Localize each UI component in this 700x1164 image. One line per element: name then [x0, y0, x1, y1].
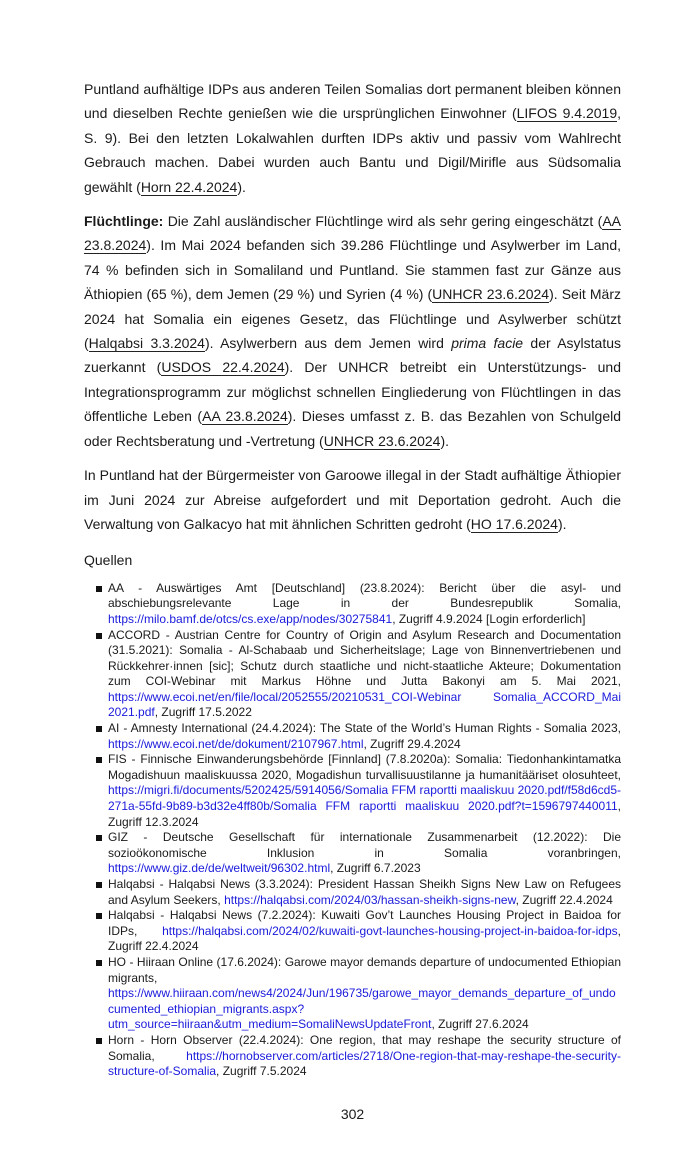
text-segment: ).	[237, 178, 246, 195]
citation-link[interactable]: Horn 22.4.2024	[140, 178, 238, 195]
text-segment: ). Dieses umfasst z. B. das Bezahlen von Schulgeld oder Rechtsberatung und -Vertretung (	[84, 408, 621, 449]
reference-text: AA - Auswärtiges Amt [Deutschland] (23.8.2024): Bericht über die asyl- und abschiebungsrelevante Lage in der Bundesrepublik Somalia,	[108, 580, 621, 611]
text-segment: In Puntland hat der Bürgermeister von Garoowe illegal in der Stadt aufhältige Äthiopier im Juni 2024 zur Abreise aufgefordert und mit Deportation gedroht. Auch die Verwaltung von Galkacyo hat mit ähnlichen Schritten gedroht (	[84, 467, 621, 532]
text-segment: ). Der UNHCR betreibt ein Unterstützungs- und Integrationsprogramm zur möglichst schnellen Eingliederung von Flüchtlingen in das öffentliche Leben (	[84, 359, 621, 425]
reference-url-link[interactable]: https://www.ecoi.net/de/dokument/2107967.html	[108, 736, 364, 751]
reference-text: , Zugriff 22.4.2024	[108, 923, 621, 954]
reference-text: AI - Amnesty International (24.4.2024): The State of the World’s Human Rights - Somalia 2023,	[108, 721, 621, 736]
text-segment: ). Im Mai 2024 befanden sich 39.286 Flüchtlinge und Asylwerber im Land, 74 % befinden sich in Somaliland und Puntland. Sie stammen fast zur Gänze aus Äthiopien (65 %), dem Jemen (29 %) und Syrien (4 %) (	[84, 237, 621, 303]
body-paragraphs	[84, 77, 621, 536]
reference-item	[96, 1033, 621, 1080]
citation-link[interactable]: AA 23.8.2024	[202, 408, 288, 425]
reference-url-link[interactable]: https://hornobserver.com/articles/2718/One-region-that-may-reshape-the-security-structure-of-Somalia	[108, 1048, 621, 1079]
text-segment: ). Asylwerbern aus dem Jemen wird	[204, 335, 452, 352]
reference-text: , Zugriff 17.5.2022	[154, 705, 252, 720]
reference-url-link[interactable]: https://milo.bamf.de/otcs/cs.exe/app/nodes/30275841	[108, 611, 393, 626]
reference-url-link[interactable]: https://halqabsi.com/2024/03/hassan-sheikh-signs-new	[224, 892, 516, 907]
citation-link[interactable]: HO 17.6.2024	[470, 515, 558, 532]
reference-item	[96, 581, 621, 628]
reference-item	[96, 830, 621, 877]
citation-link[interactable]: AA 23.8.2024	[84, 213, 621, 254]
text-segment: Die Zahl ausländischer Flüchtlinge wird als sehr gering eingeschätzt (	[163, 213, 603, 230]
reference-text: HO - Hiiraan Online (17.6.2024): Garowe mayor demands departure of undocumented Ethiopian migrants,	[108, 954, 621, 985]
reference-item	[96, 752, 621, 830]
italic-text: prima facie	[451, 335, 524, 352]
text-segment: Puntland aufhältige IDPs aus anderen Teilen Somalias dort permanent bleiben können und dieselben Rechte genießen wie die ursprünglichen Einwohner (	[84, 81, 621, 122]
reference-text: FIS - Finnische Einwanderungsbehörde [Finnland] (7.8.2020a): Somalia: Tiedonhankintamatka Mogadishuun maaliskuussa 2020, Mogadishun turvallisuustilanne ja humanitääriset olosuhteet,	[108, 752, 621, 782]
sources-heading: Quellen	[84, 552, 133, 569]
text-segment: ).	[440, 432, 449, 449]
reference-text: GIZ - Deutsche Gesellschaft für internationale Zusammenarbeit (12.2022): Die sozioökonomische Inklusion in Somalia voranbringen,	[108, 830, 621, 860]
reference-item	[96, 721, 621, 752]
reference-text: , Zugriff 22.4.2024	[515, 892, 613, 907]
document-body	[84, 77, 621, 581]
citation-link[interactable]: USDOS 22.4.2024	[161, 359, 285, 376]
body-paragraph	[84, 209, 621, 453]
reference-url-link[interactable]: https://www.ecoi.net/en/file/local/2052555/20210531_COI-Webinar Somalia_ACCORD_Mai 2021.pdf	[108, 689, 621, 720]
citation-link[interactable]: UNHCR 23.6.2024	[432, 286, 550, 303]
reference-item	[96, 908, 621, 955]
reference-text: , Zugriff 4.9.2024 [Login erforderlich]	[392, 611, 586, 626]
text-segment: ). Seit März 2024 hat Somalia ein eigenes Gesetz, das Flüchtlinge und Asylwerber schützt (	[84, 286, 621, 352]
reference-url-link[interactable]: https://migri.fi/documents/5202425/5914056/Somalia FFM raportti maaliskuu 2020.pdf/f58d6cd5-271a-55fd-9b89-b3d32e4ff80b/Somalia FFM raportti maaliskuu 2020.pdf?t=1596797440011	[108, 783, 621, 814]
reference-text: ACCORD - Austrian Centre for Country of Origin and Asylum Research and Documentation (31.5.2021): Somalia - Al-Schabaab und Sicherheitslage; Lage von Binnenvertriebenen und Rückkehrer·innen [sic]; Schutz durch staatliche und nicht-staatliche Akteure; Dokumentation zum COI-Webinar mit Markus Höhne und Jutta Bakonyi am 5. Mai 2021,	[108, 627, 621, 689]
reference-list	[96, 581, 621, 1080]
reference-text: , Zugriff 12.3.2024	[108, 799, 621, 829]
bold-label: Flüchtlinge:	[84, 213, 164, 230]
reference-url-link[interactable]: https://www.giz.de/de/weltweit/96302.html	[108, 861, 331, 876]
reference-text: Horn - Horn Observer (22.4.2024): One region, that may reshape the security structure of Somalia,	[108, 1032, 621, 1063]
reference-item	[96, 628, 621, 722]
reference-item	[96, 955, 621, 1033]
reference-url-link[interactable]: https://halqabsi.com/2024/02/kuwaiti-govt-launches-housing-project-in-baidoa-for-idps	[162, 923, 618, 938]
reference-text: , Zugriff 27.6.2024	[431, 1017, 529, 1032]
reference-text: Halqabsi - Halqabsi News (7.2.2024): Kuwaiti Gov’t Launches Housing Project in Baidoa for IDPs,	[108, 908, 621, 938]
reference-text: , Zugriff 6.7.2023	[330, 861, 421, 876]
reference-text: , Zugriff 7.5.2024	[216, 1064, 307, 1079]
text-segment: , S. 9). Bei den letzten Lokalwahlen durften IDPs aktiv und passiv vom Wahlrecht Gebrauch machen. Dabei wurden auch Bantu und Digil/Mirifle aus Südsomalia gewählt (	[84, 105, 621, 195]
reference-item	[96, 877, 621, 908]
reference-text: Halqabsi - Halqabsi News (3.3.2024): President Hassan Sheikh Signs New Law on Refugees and Asylum Seekers,	[108, 877, 621, 907]
reference-text: , Zugriff 29.4.2024	[363, 736, 461, 751]
text-segment: der Asylstatus zuerkannt (	[84, 335, 621, 376]
page-number: 302	[340, 1105, 365, 1122]
reference-url-link[interactable]: https://www.hiiraan.com/news4/2024/Jun/196735/garowe_mayor_demands_departure_of_undocumented_ethiopian_migrants.aspx?utm_source=hiiraan&utm_medium=SomaliNewsUpdateFront	[108, 986, 616, 1032]
citation-link[interactable]: LIFOS 9.4.2019	[516, 105, 618, 122]
body-paragraph	[84, 77, 621, 199]
citation-link[interactable]: UNHCR 23.6.2024	[323, 432, 441, 449]
text-segment: ).	[557, 515, 567, 532]
body-paragraph	[84, 463, 621, 536]
citation-link[interactable]: Halqabsi 3.3.2024	[88, 335, 205, 352]
